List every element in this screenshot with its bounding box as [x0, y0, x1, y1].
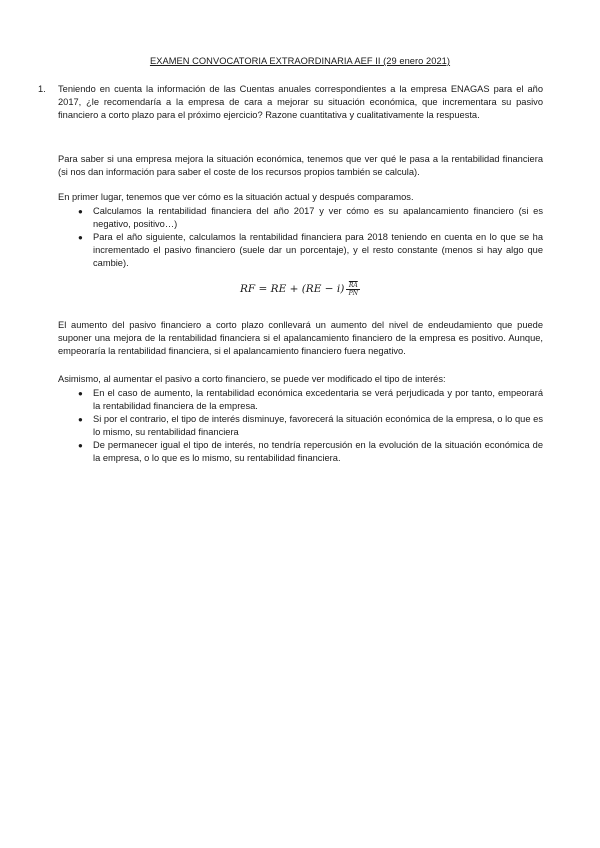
formula-financial-return	[240, 282, 360, 297]
question-text: Teniendo en cuenta la información de las Cuentas anuales correspondientes a la empresa ENAGAS para el año 2017, ¿le recomendaría a la empresa de cara a mejorar su situación económica, que incrementara su pasivo financiero a corto plazo para el próximo ejercicio? Razone cuantitativa y cualitativamente la respuesta.	[58, 84, 543, 120]
list-item-text: Calculamos la rentabilidad financiera del año 2017 y ver cómo es su apalancamiento financiero (si es negativo, positivo…)	[93, 206, 543, 229]
formula-main: RF = RE + (RE − i)	[240, 283, 345, 295]
paragraph-first-step: En primer lugar, tenemos que ver cómo es la situación actual y después comparamos.	[58, 192, 414, 202]
list-item	[78, 205, 543, 231]
paragraph-intro: Para saber si una empresa mejora la situación económica, tenemos que ver qué le pasa a la rentabilidad financiera (si nos dan información para saber el coste de los recursos propios también se calcula).	[58, 154, 543, 177]
formula-numerator: $\overline{RA}$	[348, 282, 358, 289]
bullet-icon: ●	[78, 415, 83, 424]
bullet-list-steps	[78, 205, 543, 270]
bullet-icon: ●	[78, 441, 83, 450]
paragraph-leverage: El aumento del pasivo financiero a corto plazo conllevará un aumento del nivel de endeudamiento que puede suponer una mejora de la rentabilidad financiera si el apalancamiento financiero de la empresa es positivo. Aunque, empeoraría la rentabilidad financiera, si el apalancamiento financiero fuera negativo.	[58, 320, 543, 356]
bullet-icon: ●	[78, 207, 83, 216]
bullet-icon: ●	[78, 233, 83, 242]
list-item-text: Para el año siguiente, calculamos la rentabilidad financiera para 2018 teniendo en cuenta en lo que se ha incrementado el pasivo financiero (suele dar un porcentaje), y el resto constante (menos si hay algo que cambie).	[93, 232, 543, 268]
exam-title: EXAMEN CONVOCATORIA EXTRAORDINARIA AEF II (29 enero 2021)	[149, 56, 451, 66]
list-item	[78, 413, 543, 439]
list-item	[78, 231, 543, 270]
list-item-text: De permanecer igual el tipo de interés, no tendría repercusión en la evolución de la situación económica de la empresa, o lo que es lo mismo, su rentabilidad financiera.	[93, 440, 543, 463]
question-1	[38, 83, 543, 122]
paragraph-interest: Asimismo, al aumentar el pasivo a corto financiero, se puede ver modificado el tipo de interés:	[58, 374, 446, 384]
formula-denominator: PN	[348, 290, 358, 297]
list-item-text: Si por el contrario, el tipo de interés disminuye, favorecerá la situación económica de la empresa, o lo que es lo mismo, su rentabilidad financiera	[93, 414, 543, 437]
question-number: 1.	[38, 84, 46, 94]
list-item	[78, 439, 543, 465]
bullet-icon: ●	[78, 389, 83, 398]
formula-fraction	[346, 282, 360, 297]
list-item-text: En el caso de aumento, la rentabilidad económica excedentaria se verá perjudicada y por tanto, empeorará la rentabilidad financiera de la empresa.	[93, 388, 543, 411]
list-item	[78, 387, 543, 413]
bullet-list-interest	[78, 387, 543, 465]
